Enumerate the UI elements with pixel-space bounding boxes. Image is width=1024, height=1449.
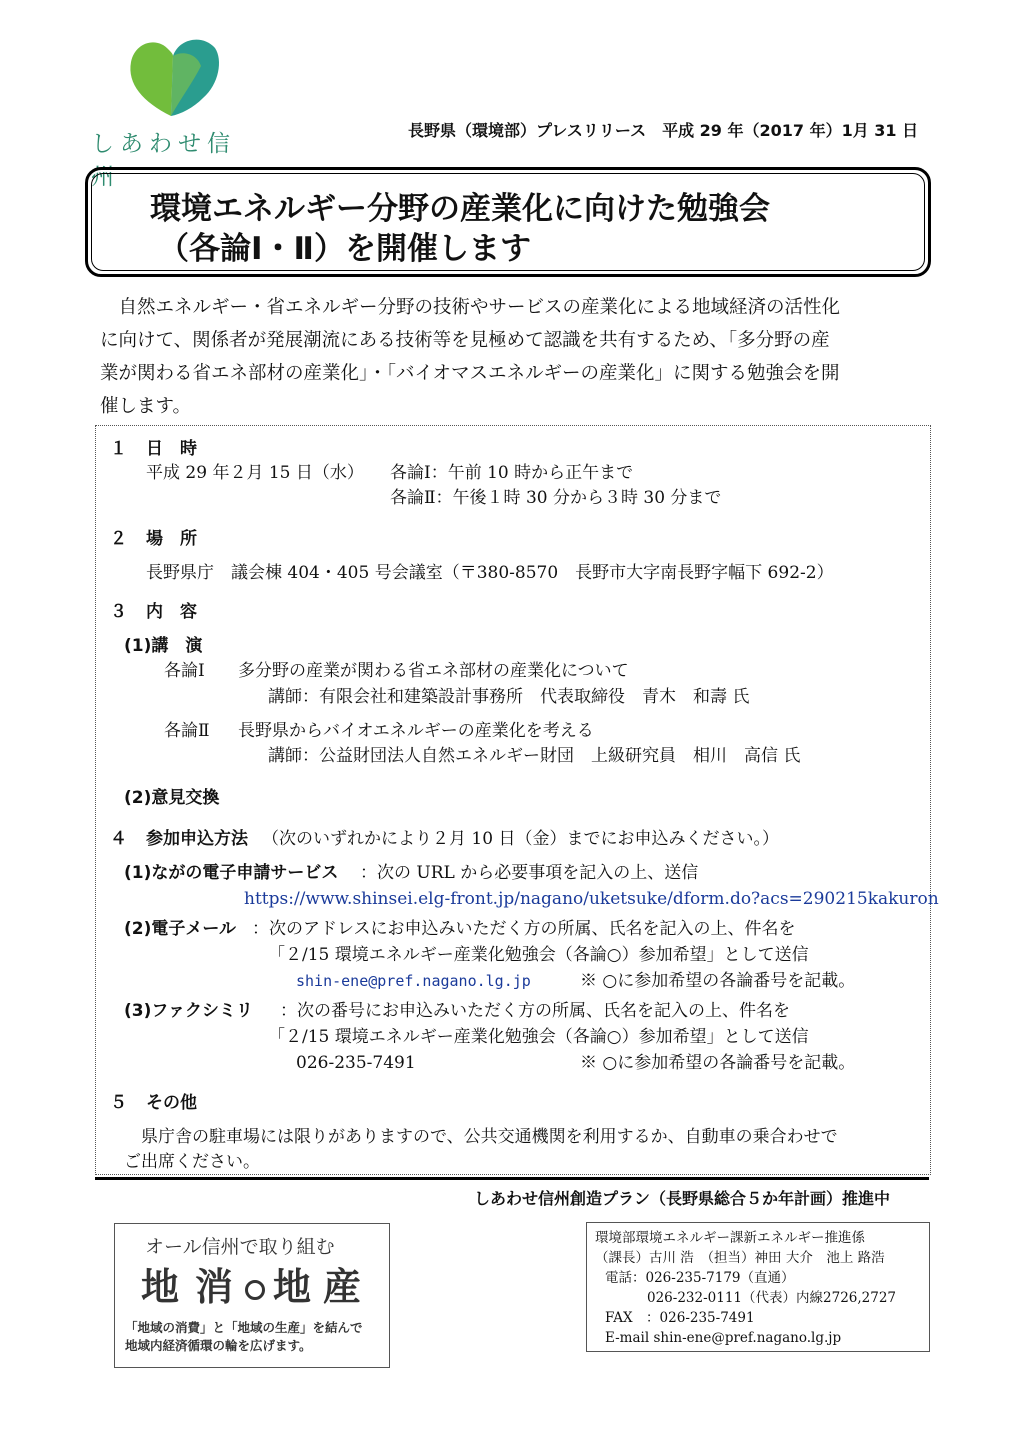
- intro-line: 催します。: [100, 396, 192, 417]
- page-title-line2: （各論Ⅰ・Ⅱ）を開催します: [158, 231, 531, 267]
- intro-line: 自然エネルギー・省エネルギー分野の技術やサービスの産業化による地域経済の活性化: [100, 297, 841, 318]
- session-2-lecturer: 講師：公益財団法人自然エネルギー財団 上級研究員 相川 高信 氏: [268, 746, 801, 766]
- method-online-text: ：次の URL から必要事項を記入の上、送信: [360, 863, 699, 883]
- title-box: [85, 167, 931, 277]
- local-production-banner: [114, 1223, 390, 1368]
- contact-department: 環境部環境エネルギー課新エネルギー推進係: [595, 1230, 865, 1246]
- subsection-lecture: (1)講 演: [124, 636, 203, 656]
- banner-char: 消: [195, 1265, 234, 1309]
- other-text-line1: 県庁舎の駐車場には限りがありますので、公共交通機関を利用するか、自動車の乗合わせで: [124, 1127, 838, 1147]
- subsection-discussion: (2)意見交換: [124, 788, 220, 808]
- section-number: ２: [110, 529, 127, 549]
- session-2-time: 各論Ⅱ：午後１時 30 分から３時 30 分まで: [390, 488, 722, 508]
- other-text-line2: ご出席ください。: [124, 1152, 260, 1172]
- intro-line: 業が関わる省エネ部材の産業化」・「バイオマスエネルギーの産業化」に関する勉強会を開: [100, 363, 840, 384]
- banner-caption-1: 「地域の消費」と「地域の生産」を結んで: [125, 1320, 363, 1335]
- method-online-head: (1)ながの電子申請サービス: [124, 863, 339, 883]
- press-release-header: 長野県（環境部）プレスリリース 平成 29 年（2017 年）1月 31 日: [408, 121, 919, 140]
- fax-note: ※ ○に参加希望の各論番号を記載。: [580, 1053, 856, 1073]
- session-1-time: 各論Ⅰ：午前 10 時から正午まで: [390, 463, 634, 483]
- banner-top-text: オール信州で取り組む: [145, 1236, 335, 1258]
- circle-icon: [245, 1280, 265, 1300]
- leaf-logo-icon: [123, 32, 223, 122]
- session-1-label: 各論Ⅰ: [164, 661, 205, 681]
- contact-phone: 電話：026-235-7179（直通）: [605, 1270, 795, 1286]
- intro-line: に向けて、関係者が発展潮流にある技術等を見極めて認識を共有するため、「多分野の産: [100, 330, 830, 351]
- contact-email[interactable]: E-mail shin-ene@pref.nagano.lg.jp: [605, 1330, 842, 1346]
- email-address-link[interactable]: shin-ene@pref.nagano.lg.jp: [296, 972, 531, 990]
- email-note: ※ ○に参加希望の各論番号を記載。: [580, 971, 856, 991]
- section-number: １: [110, 439, 127, 459]
- session-1-topic: 多分野の産業が関わる省エネ部材の産業化について: [238, 661, 629, 681]
- contact-fax: FAX ：026-235-7491: [605, 1310, 755, 1326]
- fax-subject: 「２/15 環境エネルギー産業化勉強会（各論○）参加希望」として送信: [268, 1027, 809, 1047]
- application-url-link[interactable]: https://www.shinsei.elg-front.jp/nagano/uketsuke/dform.do?acs=290215kakuron: [244, 889, 939, 909]
- banner-char: 産: [323, 1265, 362, 1309]
- method-email-text: ：次のアドレスにお申込みいただく方の所属、氏名を記入の上、件名を: [252, 919, 796, 939]
- banner-char: 地: [273, 1265, 312, 1309]
- contact-persons: （課長）古川 浩 （担当）神田 大介 池上 路浩: [595, 1250, 885, 1266]
- session-2-topic: 長野県からバイオエネルギーの産業化を考える: [238, 721, 594, 741]
- contact-phone-main: 026-232-0111（代表）内線2726,2727: [647, 1290, 897, 1306]
- divider: [95, 1177, 929, 1180]
- section-title-content: 内 容: [146, 602, 197, 622]
- method-fax-text: ：次の番号にお申込みいただく方の所属、氏名を記入の上、件名を: [280, 1001, 790, 1021]
- plan-tagline: しあわせ信州創造プラン（長野県総合５か年計画）推進中: [474, 1189, 891, 1208]
- logo-text: しあわせ信州: [91, 131, 236, 190]
- method-fax-head: (3)ファクシミリ: [124, 1001, 254, 1021]
- banner-char: 地: [141, 1265, 180, 1309]
- contact-box: [586, 1222, 930, 1352]
- section-number: ３: [110, 602, 127, 622]
- page-title-line1: 環境エネルギー分野の産業化に向けた勉強会: [150, 191, 770, 227]
- event-date: 平成 29 年２月 15 日（水）: [146, 463, 364, 483]
- method-email-head: (2)電子メール: [124, 919, 237, 939]
- section-title-datetime: 日 時: [146, 439, 197, 459]
- section-title-other: その他: [146, 1093, 197, 1113]
- fax-number: 026-235-7491: [296, 1053, 416, 1073]
- session-2-label: 各論Ⅱ: [164, 721, 210, 741]
- session-1-lecturer: 講師：有限会社和建築設計事務所 代表取締役 青木 和壽 氏: [268, 687, 750, 707]
- section-number: ５: [110, 1093, 127, 1113]
- section-title-place: 場 所: [146, 529, 197, 549]
- application-deadline-note: （次のいずれかにより２月 10 日（金）までにお申込みください。）: [262, 829, 779, 849]
- email-subject: 「２/15 環境エネルギー産業化勉強会（各論○）参加希望」として送信: [268, 945, 809, 965]
- section-number: ４: [110, 829, 127, 849]
- venue: 長野県庁 議会棟 404・405 号会議室（〒380-8570 長野市大字南長野字幅下 692-2）: [146, 563, 834, 583]
- logo: [85, 30, 255, 190]
- banner-caption-2: 地域内経済循環の輪を広げます。: [125, 1338, 312, 1353]
- section-title-application: 参加申込方法: [146, 829, 248, 849]
